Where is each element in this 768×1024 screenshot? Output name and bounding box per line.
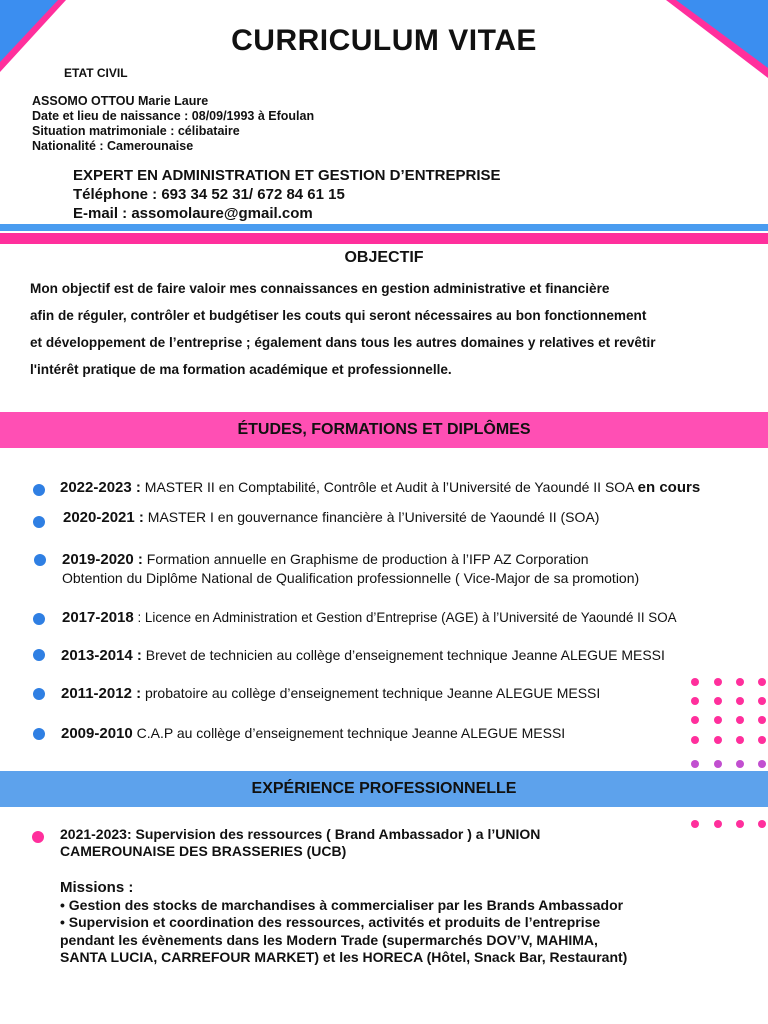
edu-years: 2020-2021 : [63,509,144,526]
objective-line: afin de réguler, contrôler et budgétiser les couts qui seront nécessaires au bon fonctionnement [30,308,647,323]
mission-line: • Supervision et coordination des ressources, activités et produits de l’entreprise [60,914,601,930]
edu-status: en cours [637,479,701,496]
education-item [0,478,768,508]
decor-dot [736,678,744,686]
decor-dot [691,716,699,724]
bullet-dot-icon [32,831,44,843]
decor-dot [714,760,722,768]
personal-info [32,94,314,154]
education-item [0,646,768,676]
bullet-dot-icon [33,649,45,661]
edu-description: : Licence en Administration et Gestion d’Entreprise (AGE) à l’Université de Yaoundé II SOA [133,610,677,625]
birth-info: Date et lieu de naissance : 08/09/1993 à Efoulan [32,109,315,123]
decor-dot [758,678,766,686]
divider-pink [0,233,768,244]
education-title: ÉTUDES, FORMATIONS ET DIPLÔMES [237,421,531,438]
edu-years: 2013-2014 : [61,647,142,664]
objective-title: OBJECTIF [344,249,424,266]
education-band [0,412,768,448]
objective-line: l'intérêt pratique de ma formation académique et professionnelle. [30,362,452,377]
bullet-dot-icon [33,516,45,528]
edu-years: 2017-2018 [62,609,134,626]
education-item [0,609,768,639]
nationality: Nationalité : Camerounaise [32,139,194,153]
bullet-dot-icon [33,688,45,700]
edu-description: MASTER II en Comptabilité, Contrôle et Audit à l’Université de Yaoundé II SOA [140,479,638,495]
divider-blue [0,224,768,231]
education-item [0,684,768,714]
decor-dot [758,736,766,744]
decor-dot [758,697,766,705]
full-name: ASSOMO OTTOU Marie Laure [32,94,209,108]
edu-years: 2019-2020 : [62,551,143,568]
experience-title: EXPÉRIENCE PROFESSIONNELLE [251,780,517,797]
bullet-dot-icon [33,613,45,625]
mission-line: SANTA LUCIA, CARREFOUR MARKET) et les HORECA (Hôtel, Snack Bar, Restaurant) [60,949,628,965]
edu-years: 2022-2023 : [60,479,141,496]
page-title: CURRICULUM VITAE [231,24,537,57]
experience-entry [60,826,760,860]
bullet-dot-icon [33,728,45,740]
education-item [0,508,768,538]
decor-dot [691,697,699,705]
edu-description: Brevet de technicien au collège d’enseignement technique Jeanne ALEGUE MESSI [141,647,665,663]
etat-civil-label: ETAT CIVIL [64,66,128,80]
experience-band [0,771,768,807]
objective-text [30,275,750,383]
marital-status: Situation matrimoniale : célibataire [32,124,240,138]
decor-dot [691,760,699,768]
phone-number: Téléphone : 693 34 52 31/ 672 84 61 15 [73,186,345,203]
decor-dot [714,697,722,705]
edu-years: 2011-2012 : [61,685,142,702]
edu-description: MASTER I en gouvernance financière à l’Université de Yaoundé II (SOA) [143,509,600,525]
education-item [0,724,768,754]
decor-dot [691,736,699,744]
profile-block [73,166,501,223]
edu-description: Formation annuelle en Graphisme de production à l’IFP AZ Corporation [142,551,589,567]
decor-dot [691,678,699,686]
experience-role: Supervision des ressources ( Brand Ambassador ) a l’UNION [131,826,541,842]
experience-period: 2021-2023: [60,826,132,842]
edu-description: probatoire au collège d’enseignement technique Jeanne ALEGUE MESSI [141,685,601,701]
decor-dot [714,716,722,724]
decor-dot [736,760,744,768]
edu-description-line2: Obtention du Diplôme National de Qualification professionnelle ( Vice-Major de sa promotion) [62,570,640,586]
experience-employer: CAMEROUNAISE DES BRASSERIES (UCB) [60,843,347,859]
decor-dot [714,736,722,744]
bullet-dot-icon [33,484,45,496]
decor-dot [758,760,766,768]
education-item [0,550,768,588]
mission-line: • Gestion des stocks de marchandises à commercialiser par les Brands Ambassador [60,896,624,913]
decor-dot [758,716,766,724]
missions-block [60,879,760,967]
decor-dot [736,697,744,705]
edu-description: C.A.P au collège d’enseignement technique Jeanne ALEGUE MESSI [132,725,566,741]
decor-dot [736,716,744,724]
objective-line: Mon objectif est de faire valoir mes connaissances en gestion administrative et financière [30,281,610,296]
decor-dot [714,678,722,686]
edu-years: 2009-2010 [61,725,133,742]
profile-headline: EXPERT EN ADMINISTRATION ET GESTION D’ENTREPRISE [73,167,501,184]
objective-line: et développement de l’entreprise ; également dans tous les autres domaines y relatives et revêtir [30,335,656,350]
mission-line: pendant les évènements dans les Modern Trade (supermarchés DOV’V, MAHIMA, [60,931,598,948]
bullet-dot-icon [34,554,46,566]
email-address: E-mail : assomolaure@gmail.com [73,205,313,222]
missions-title: Missions : [60,879,134,896]
decor-dot [736,736,744,744]
